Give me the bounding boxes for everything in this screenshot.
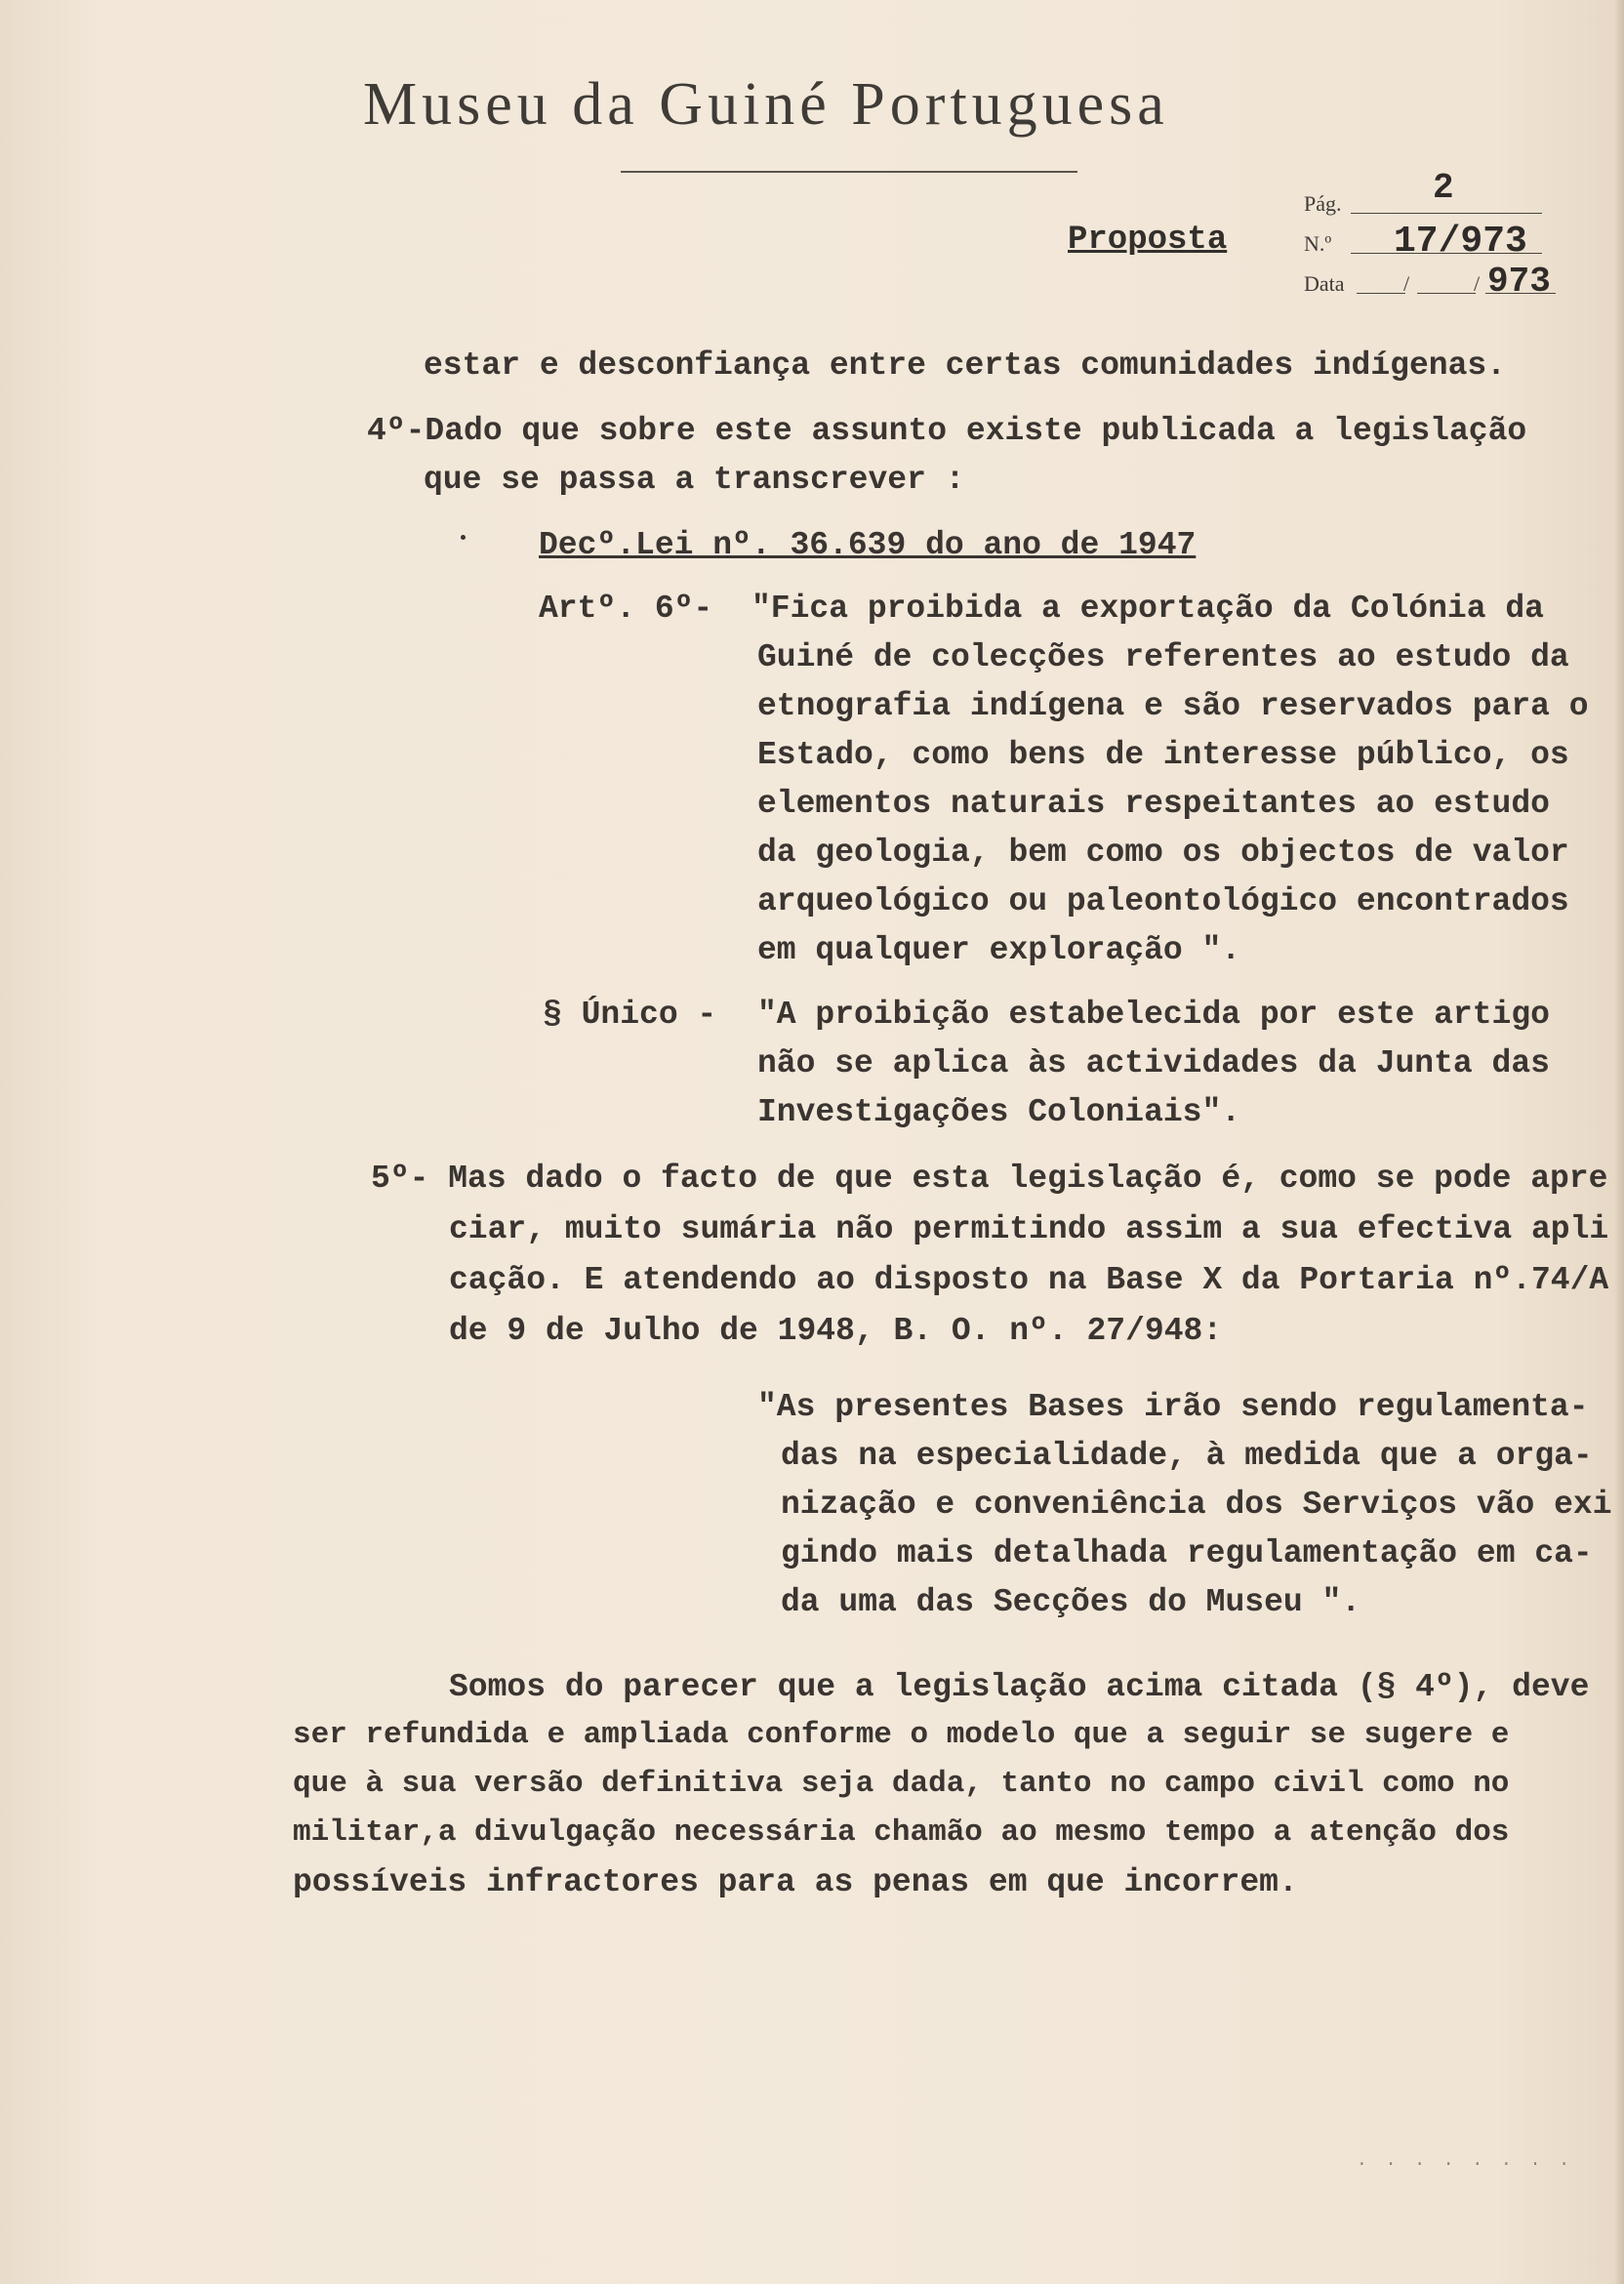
unico-line: "A proibição estabelecida por este artigo [757,997,1550,1033]
conclusion-line: que à sua versão definitiva seja dada, tanto no campo civil como no [293,1767,1510,1801]
quote-line: gindo mais detalhada regulamentação em ca- [781,1535,1593,1571]
article-6-line: Estado, como bens de interesse público, os [757,737,1569,773]
paragraph-5-line: ciar, muito sumária não permitindo assim a sua efectiva apli [449,1211,1609,1247]
conclusion-line: ser refundida e ampliada conforme o modelo que a seguir se sugere e [293,1718,1510,1752]
article-6-line: "Fica proibida a exportação da Colónia da [751,591,1544,627]
pag-value: 2 [1433,168,1454,208]
proposta-label: Proposta [1068,222,1228,259]
quote-line: "As presentes Bases irão sendo regulamenta- [757,1389,1589,1425]
conclusion-line: possíveis infractores para as penas em que incorrem. [293,1864,1298,1900]
decree-title: Decº.Lei nº. 36.639 do ano de 1947 [539,527,1197,563]
data-line-month [1417,293,1476,294]
paragraph-4-line-1: 4º-Dado que sobre este assunto existe publicada a legislação [367,413,1527,449]
article-6-line: em qualquer exploração ". [757,932,1241,968]
continuation-line: estar e desconfiança entre certas comunidades indígenas. [424,347,1506,384]
paper-marks: · · · · · · · · [1357,2155,1574,2175]
article-6-line: da geologia, bem como os objectos de valor [757,835,1569,871]
quote-line: da uma das Secções do Museu ". [781,1584,1361,1620]
data-label: Data [1304,271,1345,296]
article-6-line: arqueológico ou paleontológico encontrados [757,883,1569,919]
article-6-line: etnografia indígena e são reservados para o [757,688,1589,724]
paragraph-5-line: de 9 de Julho de 1948, B. O. nº. 27/948: [449,1313,1223,1349]
article-6-label: Artº. 6º- [539,591,713,627]
article-6-line: elementos naturais respeitantes ao estudo [757,786,1550,822]
numero-value: 17/973 [1394,221,1527,263]
bullet-dot [461,535,466,540]
data-sep-1: / [1403,271,1410,296]
unico-label: § Único - [543,997,717,1033]
data-sep-2: / [1474,271,1481,296]
pag-line [1351,213,1542,214]
conclusion-line: Somos do parecer que a legislação acima citada (§ 4º), deve [449,1669,1590,1705]
page-edge-shadow [1614,0,1624,2284]
paragraph-5-line: cação. E atendendo ao disposto na Base X da Portaria nº.74/A [449,1262,1609,1298]
paragraph-5-line-1: 5º- Mas dado o facto de que esta legislação é, como se pode apre [371,1161,1608,1197]
unico-line: não se aplica às actividades da Junta das [757,1045,1550,1081]
unico-line: Investigações Coloniais". [757,1094,1241,1130]
paragraph-4-line-2: que se passa a transcrever : [424,462,965,498]
quote-line: das na especialidade, à medida que a orga- [781,1438,1593,1474]
masthead-rule [621,171,1077,173]
article-6-line: Guiné de colecções referentes ao estudo da [757,639,1569,675]
conclusion-line: militar,a divulgação necessária chamão ao mesmo tempo a atenção dos [293,1815,1510,1850]
quote-line: nização e conveniência dos Serviços vão exi [781,1487,1612,1523]
pag-label: Pág. [1304,191,1342,216]
numero-label: N.º [1304,231,1332,256]
data-line-day [1357,293,1405,294]
museum-masthead: Museu da Guiné Portuguesa [363,71,1169,138]
data-year-value: 973 [1487,262,1551,302]
